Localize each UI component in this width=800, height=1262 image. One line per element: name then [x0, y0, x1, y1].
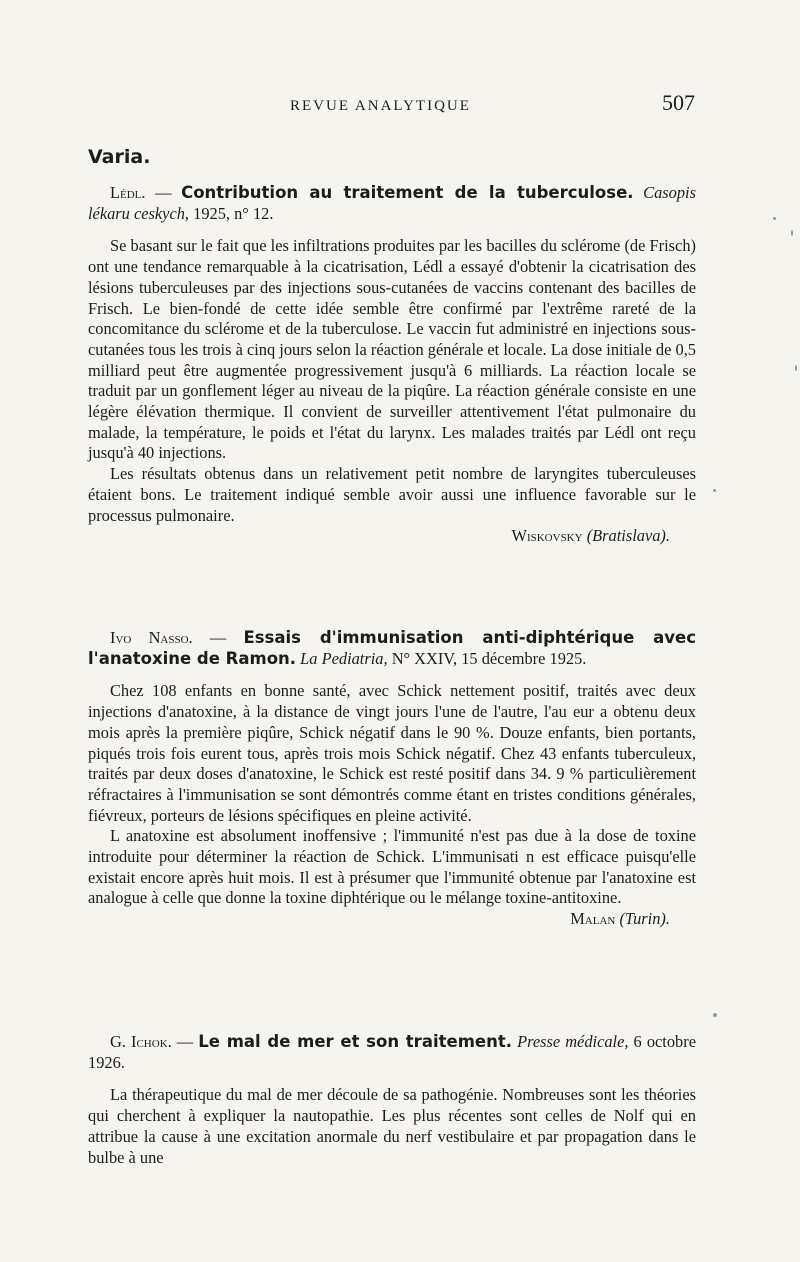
article-ichok: [88, 1032, 696, 1168]
margin-speck: [713, 1013, 717, 1017]
article-ledl: [88, 183, 696, 547]
heading-dash: —: [171, 1032, 199, 1051]
article-paragraph: Les résultats obtenus dans un relativement petit nombre de laryngites tuberculeuses étaient bons. Le traitement indiqué semble avoir aussi une influence favorable sur le processus pulmonaire.: [88, 464, 696, 525]
article-paragraph: L anatoxine est absolument inoffensive ; l'immunité n'est pas due à la dose de toxine introduite pour déterminer la réaction de Schick. L'immunisati n est efficace puisqu'elle existait encore après huit mois. Il est à présumer que l'immunité obtenue par l'anatoxine est analogue à celle que donne la toxine diphtérique ou le mélange toxine-antitoxine.: [88, 826, 696, 908]
article-signature: [88, 526, 696, 547]
signature-place: (Bratislava).: [586, 526, 670, 546]
article-title: Contribution au traitement de la tuberculose.: [181, 183, 634, 202]
article-paragraph: La thérapeutique du mal de mer découle de sa pathogénie. Nombreuses sont les théories qui cherchent à expliquer la nautopathie. Les plus récentes sont celles de Nolf qui en attribue la cause à une excitation anormale du nerf vestibulaire et par propagation dans le bulbe à une: [88, 1085, 696, 1167]
article-author: Ivo Nasso.: [110, 628, 193, 647]
article-source: La Pediatria,: [300, 648, 388, 668]
article-source-detail: 6 octobre 1926.: [88, 1032, 696, 1072]
article-author: Lédl.: [110, 183, 146, 202]
article-paragraph: Chez 108 enfants en bonne santé, avec Schick nettement positif, traités avec deux injections d'anatoxine, à la distance de vingt jours l'une de l'autre, l'au eur a obtenu deux mois après la première piqûre, Schick négatif dans le 90 %. Douze enfants, bien portants, piqués trois fois eurent tous, après trois mois Schick négatif. Chez 43 enfants tuberculeux, traités par deux doses d'anatoxine, le Schick est resté positif dans 34. 9 % particulièrement réfractaires à l'immunisation se sont démontrés comme étant en tristes conditions générales, fiévreux, porteurs de lésions spécifiques en pleine activité.: [88, 681, 696, 825]
article-body: [88, 681, 696, 909]
article-nasso: [88, 628, 696, 930]
page-header: [90, 90, 695, 120]
article-body: [88, 1085, 696, 1168]
heading-dash: —: [192, 628, 244, 647]
article-source: Presse médicale,: [517, 1032, 629, 1051]
signature-place: (Turin).: [619, 909, 670, 929]
article-source-detail: N° XXIV, 15 décembre 1925.: [387, 648, 587, 668]
signature-name: Malan: [570, 909, 616, 929]
article-body: [88, 236, 696, 526]
article-heading: [88, 1032, 696, 1073]
page-number: 507: [662, 90, 695, 115]
margin-speck: [795, 365, 797, 371]
article-heading: [88, 628, 696, 669]
article-source-detail: 1925, n° 12.: [189, 203, 274, 223]
heading-dash: —: [145, 183, 182, 202]
running-title: REVUE ANALYTIQUE: [290, 98, 471, 114]
signature-name: Wiskovsky: [511, 526, 583, 546]
article-source: Casopis lékaru ceskych,: [88, 183, 696, 223]
section-title: Varia.: [88, 146, 151, 168]
article-signature: [88, 909, 696, 930]
article-paragraph: Se basant sur le fait que les infiltrations produites par les bacilles du sclérome (de Frisch) ont une tendance remarquable à la cicatrisation, Lédl a essayé d'obtenir la cicatrisation des lésions tuberculeuses par des injections sous-cutanées de vaccins contenant des bacilles de Frisch. Le bien-fondé de cette idée semble être confirmé par l'extrême rareté de la concomitance du sclérome et de la tuberculose. Le vaccin fut administré en injections sous-cutanées tous les trois à cinq jours selon la réaction générale et locale. La dose initiale de 0,5 milliard peut être augmentée progressivement jusqu'à 6 milliards. La réaction locale se traduit par un gonflement léger au niveau de la piqûre. La réaction générale consiste en une légère élévation thermique. Il convient de surveiller attentivement l'état pulmonaire du malade, la température, le poids et l'état du larynx. Les malades traités par Lédl ont reçu jusqu'à 40 injections.: [88, 236, 696, 463]
margin-speck: [713, 489, 716, 492]
article-title: Le mal de mer et son traitement.: [198, 1032, 512, 1051]
article-heading: [88, 183, 696, 224]
margin-speck: [773, 217, 776, 220]
article-author: G. Ichok.: [110, 1032, 172, 1051]
margin-speck: [791, 230, 793, 236]
article-title: Essais d'immunisation anti-diphtérique avec l'anatoxine de Ramon.: [88, 628, 696, 668]
